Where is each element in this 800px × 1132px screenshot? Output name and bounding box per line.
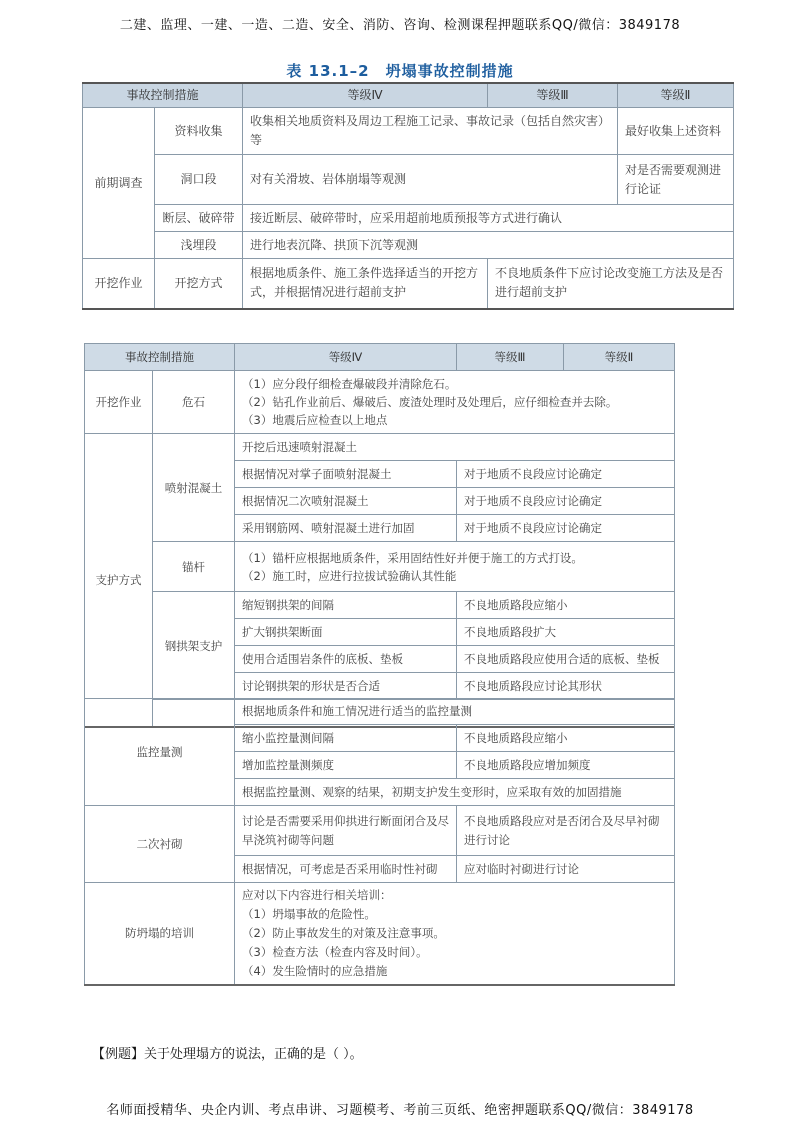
content-line: （2）施工时，应进行拉拔试验确认其性能 xyxy=(242,568,457,583)
table-row xyxy=(85,806,675,856)
level4-cell: 根据地质条件、施工条件选择适当的开挖方式，并根据情况进行超前支护 xyxy=(243,259,488,309)
level4-cell: 使用合适围岩条件的底板、垫板 xyxy=(235,646,457,673)
content-cell: 根据地质条件和施工情况进行适当的监控量测 xyxy=(235,699,675,725)
level4-cell: 采用钢筋网、喷射混凝土进行加固 xyxy=(235,515,457,542)
table-row xyxy=(83,232,734,259)
level4-cell: 根据情况对掌子面喷射混凝土 xyxy=(235,461,457,488)
level4-cell: 对有关滑坡、岩体崩塌等观测 xyxy=(243,155,618,205)
level3-2-cell: 不良地质路段应使用合适的底板、垫板 xyxy=(457,646,675,673)
content-cell: 开挖后迅速喷射混凝土 xyxy=(235,434,675,461)
content-cell: 根据监控量测、观察的结果，初期支护发生变形时，应采取有效的加固措施 xyxy=(235,779,675,806)
header-level3: 等级Ⅲ xyxy=(457,344,564,371)
header-measure: 事故控制措施 xyxy=(85,344,235,371)
level4-cell: 根据情况，可考虑是否采用临时性衬砌 xyxy=(235,856,457,883)
content-line: （1）应分段仔细检查爆破段并清除危石。 xyxy=(242,377,457,391)
group-cell: 开挖作业 xyxy=(85,371,153,434)
level3-2-cell: 不良地质路段应缩小 xyxy=(457,725,675,752)
table-row xyxy=(85,542,675,592)
level3-2-cell: 不良地质路段应讨论其形状 xyxy=(457,673,675,700)
content-line: （4）发生险情时的应急措施 xyxy=(242,963,388,978)
table-row xyxy=(83,205,734,232)
level4-cell: 进行地表沉降、拱顶下沉等观测 xyxy=(243,232,734,259)
table-row xyxy=(85,592,675,619)
table-row xyxy=(83,259,734,309)
example-question: 【例题】关于处理塌方的说法，正确的是（ ）。 xyxy=(92,1047,363,1062)
content-line: （3）检查方法（检查内容及时间）。 xyxy=(242,944,428,959)
table-header-row xyxy=(85,344,675,371)
level3-2-cell: 不良地质条件下应讨论改变施工方法及是否进行超前支护 xyxy=(488,259,734,309)
group-cell: 前期调查 xyxy=(83,108,155,259)
content-line: （3）地震后应检查以上地点 xyxy=(242,413,388,427)
group-cell: 二次衬砌 xyxy=(85,806,235,883)
level3-2-cell: 对于地质不良段应讨论确定 xyxy=(457,488,675,515)
table-row xyxy=(85,434,675,461)
table-row xyxy=(85,699,675,725)
level3-2-cell: 不良地质路段应增加频度 xyxy=(457,752,675,779)
header-level4: 等级Ⅳ xyxy=(243,83,488,108)
content-line: 应对以下内容进行相关培训： xyxy=(242,887,392,902)
level4-cell: 接近断层、破碎带时，应采用超前地质预报等方式进行确认 xyxy=(243,205,734,232)
content-line: （1）坍塌事故的危险性。 xyxy=(242,906,376,921)
level3-2-cell: 对于地质不良段应讨论确定 xyxy=(457,461,675,488)
item-cell: 钢拱架支护 xyxy=(153,592,235,700)
content-line: （2）钻孔作业前后、爆破后、废渣处理时及处理后，应仔细检查并去除。 xyxy=(242,395,618,409)
header-level2: 等级Ⅱ xyxy=(564,344,675,371)
content-cell xyxy=(235,542,675,592)
header-measure: 事故控制措施 xyxy=(83,83,243,108)
table-header-row xyxy=(83,83,734,108)
level2-cell: 最好收集上述资料 xyxy=(618,108,734,155)
level4-cell: 讨论是否需要采用仰拱进行断面闭合及尽早浇筑衬砌等问题 xyxy=(235,806,457,856)
header-level3: 等级Ⅲ xyxy=(488,83,618,108)
table1-caption: 表 13.1–2 坍塌事故控制措施 xyxy=(286,62,514,80)
level4-cell: 收集相关地质资料及周边工程施工记录、事故记录（包括自然灾害）等 xyxy=(243,108,618,155)
group-cell: 监控量测 xyxy=(85,699,235,806)
level4-cell: 增加监控量测频度 xyxy=(235,752,457,779)
table-row xyxy=(85,883,675,985)
group-cell: 防坍塌的培训 xyxy=(85,883,235,985)
table-row xyxy=(83,155,734,205)
item-cell: 浅埋段 xyxy=(155,232,243,259)
level3-2-cell: 对于地质不良段应讨论确定 xyxy=(457,515,675,542)
collapse-control-table-part2 xyxy=(84,343,675,728)
content-cell xyxy=(235,371,675,434)
header-level4: 等级Ⅳ xyxy=(235,344,457,371)
group-cell: 开挖作业 xyxy=(83,259,155,309)
level4-cell: 缩小监控量测间隔 xyxy=(235,725,457,752)
header-banner: 二建、监理、一建、一造、二造、安全、消防、咨询、检测课程押题联系QQ/微信：3849178 xyxy=(119,18,681,33)
level3-2-cell: 不良地质路段应缩小 xyxy=(457,592,675,619)
footer-banner: 名师面授精华、央企内训、考点串讲、习题模考、考前三页纸、绝密押题联系QQ/微信：3849178 xyxy=(106,1103,694,1118)
level3-2-cell: 应对临时衬砌进行讨论 xyxy=(457,856,675,883)
level4-cell: 根据情况二次喷射混凝土 xyxy=(235,488,457,515)
level4-cell: 缩短钢拱架的间隔 xyxy=(235,592,457,619)
level4-cell: 扩大钢拱架断面 xyxy=(235,619,457,646)
collapse-control-table-part2-lower xyxy=(84,698,675,986)
level4-cell: 讨论钢拱架的形状是否合适 xyxy=(235,673,457,700)
table-row xyxy=(85,371,675,434)
level3-2-cell: 不良地质路段应对是否闭合及尽早衬砌进行讨论 xyxy=(457,806,675,856)
level3-2-cell: 不良地质路段扩大 xyxy=(457,619,675,646)
item-cell: 危石 xyxy=(153,371,235,434)
item-cell: 喷射混凝土 xyxy=(153,434,235,542)
item-cell: 锚杆 xyxy=(153,542,235,592)
group-cell: 支护方式 xyxy=(85,434,153,727)
collapse-control-table-part1 xyxy=(82,82,734,310)
item-cell: 开挖方式 xyxy=(155,259,243,309)
content-line: （1）锚杆应根据地质条件，采用固结性好并便于施工的方式打设。 xyxy=(242,550,583,565)
header-level2: 等级Ⅱ xyxy=(618,83,734,108)
item-cell: 资料收集 xyxy=(155,108,243,155)
table-row xyxy=(83,108,734,155)
item-cell: 洞口段 xyxy=(155,155,243,205)
level2-cell: 对是否需要观测进行论证 xyxy=(618,155,734,205)
item-cell: 断层、破碎带 xyxy=(155,205,243,232)
content-cell xyxy=(235,883,675,985)
content-line: （2）防止事故发生的对策及注意事项。 xyxy=(242,925,445,940)
